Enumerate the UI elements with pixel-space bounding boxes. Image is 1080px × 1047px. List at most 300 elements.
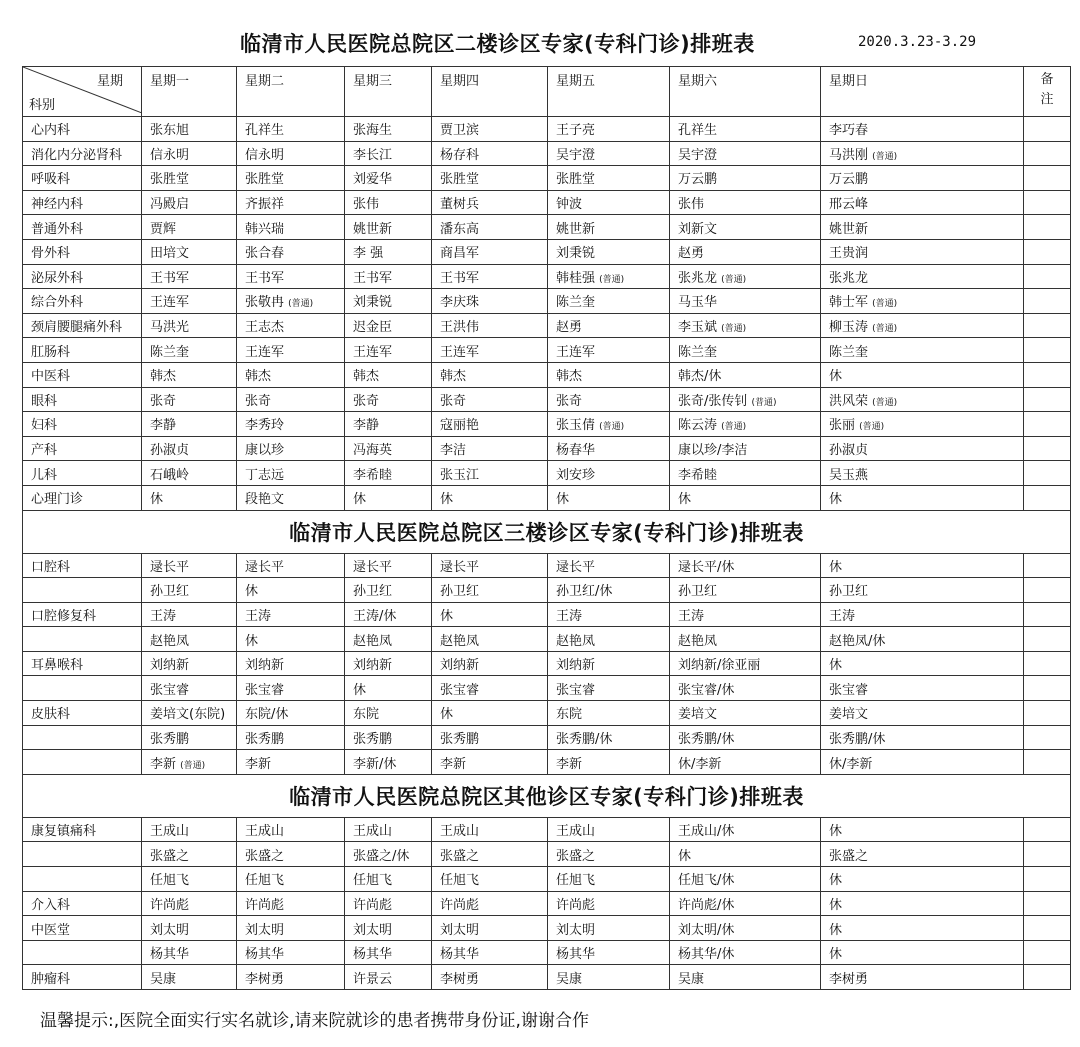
dept-cell	[23, 190, 142, 215]
schedule-cell	[821, 891, 1024, 916]
schedule-cell	[237, 264, 345, 289]
doctor-name: 齐振祥	[245, 197, 285, 213]
schedule-cell	[548, 940, 670, 965]
doctor-name: 王涛	[829, 608, 856, 624]
schedule-cell	[670, 817, 821, 842]
dept-name: 泌尿外科	[31, 270, 84, 286]
dept-cell	[23, 627, 142, 652]
schedule-cell	[142, 578, 237, 603]
dept-name: 肿瘤科	[31, 971, 71, 987]
doctor-name: 休	[829, 897, 843, 913]
doctor-name: 冯海英	[353, 443, 393, 459]
dept-name: 心内科	[31, 123, 71, 139]
schedule-cell	[432, 553, 548, 578]
doctor-name: 赵艳凤/休	[829, 633, 886, 649]
table-row	[23, 166, 1071, 191]
dept-cell	[23, 676, 142, 701]
section-title-text: 临清市人民医院总院区三楼诊区专家(专科门诊)排班表	[289, 520, 804, 545]
schedule-cell	[670, 239, 821, 264]
doctor-name: 王志杰	[245, 320, 285, 336]
table-row	[23, 725, 1071, 750]
doctor-name: 吴宇澄	[678, 147, 718, 163]
schedule-cell	[237, 412, 345, 437]
doctor-name: 孙卫红	[150, 584, 190, 600]
schedule-cell	[345, 553, 432, 578]
remark-cell	[1024, 289, 1071, 314]
section-title	[23, 774, 1071, 817]
day-header-text: 星期五	[556, 74, 596, 89]
doctor-name: 韩杰	[245, 369, 272, 385]
remark-cell	[1024, 436, 1071, 461]
schedule-cell	[142, 867, 237, 892]
doctor-name: 张胜堂	[150, 172, 190, 188]
doctor-name: 许尚彪	[245, 897, 285, 913]
schedule-cell	[821, 338, 1024, 363]
dept-cell	[23, 965, 142, 990]
schedule-cell	[821, 817, 1024, 842]
schedule-cell	[237, 676, 345, 701]
schedule-cell	[821, 166, 1024, 191]
doctor-name: 孙淑贞	[829, 443, 869, 459]
remark-cell	[1024, 940, 1071, 965]
schedule-cell	[142, 916, 237, 941]
doctor-name: 张盛之	[440, 848, 480, 864]
schedule-cell	[432, 117, 548, 142]
schedule-cell	[237, 701, 345, 726]
doctor-name: 潘东高	[440, 221, 480, 237]
doctor-name: 李巧春	[829, 123, 869, 139]
schedule-cell	[237, 965, 345, 990]
dept-cell	[23, 701, 142, 726]
table-row	[23, 436, 1071, 461]
doctor-name: 张宝睿/休	[678, 682, 735, 698]
dept-cell	[23, 436, 142, 461]
doctor-name: 刘纳新	[556, 658, 596, 674]
doctor-name: 冯殿启	[150, 197, 190, 213]
doctor-name: 李静	[353, 418, 380, 434]
doctor-name: 田培文	[150, 246, 190, 262]
doctor-name: 张秀鹏	[440, 731, 480, 747]
schedule-cell	[345, 725, 432, 750]
schedule-cell	[432, 817, 548, 842]
schedule-cell	[237, 190, 345, 215]
dept-cell	[23, 313, 142, 338]
schedule-cell	[432, 289, 548, 314]
schedule-cell	[548, 338, 670, 363]
doctor-name: 许尚彪	[353, 897, 393, 913]
doctor-name: 刘太明	[556, 922, 596, 938]
dept-name: 口腔科	[31, 559, 71, 575]
table-row	[23, 817, 1071, 842]
dept-cell	[23, 842, 142, 867]
doctor-name: 孙卫红/休	[556, 584, 613, 600]
doctor-name: 张秀鹏	[353, 731, 393, 747]
doctor-name: 许尚彪	[150, 897, 190, 913]
schedule-cell	[821, 485, 1024, 510]
schedule-cell	[670, 215, 821, 240]
schedule-cell	[548, 602, 670, 627]
schedule-cell	[345, 965, 432, 990]
schedule-cell	[821, 553, 1024, 578]
dept-cell	[23, 461, 142, 486]
doctor-name: 刘纳新/徐亚丽	[678, 658, 761, 674]
doctor-name: 杨春华	[556, 443, 596, 459]
schedule-cell	[345, 412, 432, 437]
schedule-cell	[345, 190, 432, 215]
doctor-name: 王成山	[353, 824, 393, 840]
doctor-name: 孔祥生	[678, 123, 718, 139]
dept-name: 中医科	[31, 369, 71, 385]
doctor-name: 王成山	[150, 824, 190, 840]
doctor-name: 许尚彪	[440, 897, 480, 913]
schedule-cell	[670, 891, 821, 916]
doctor-name: 张奇	[353, 393, 380, 409]
corner-dept-label: 科别	[29, 98, 56, 113]
schedule-cell	[670, 264, 821, 289]
schedule-cell	[237, 578, 345, 603]
corner-week-label: 星期	[96, 74, 123, 89]
schedule-cell	[237, 940, 345, 965]
doctor-name: 张秀鹏	[150, 731, 190, 747]
schedule-cell	[670, 867, 821, 892]
doctor-name: 逯长平	[353, 559, 393, 575]
section-title	[23, 510, 1071, 553]
schedule-cell	[432, 891, 548, 916]
schedule-cell	[821, 651, 1024, 676]
doctor-name: 张宝睿	[829, 682, 869, 698]
page-title: 临清市人民医院总院区二楼诊区专家(专科门诊)排班表	[240, 32, 755, 56]
table-row	[23, 602, 1071, 627]
remark-cell	[1024, 891, 1071, 916]
schedule-cell	[237, 602, 345, 627]
schedule-cell	[142, 940, 237, 965]
doctor-name: 休	[678, 848, 692, 864]
schedule-cell	[432, 264, 548, 289]
doctor-name: 孙淑贞	[150, 443, 190, 459]
schedule-cell	[432, 313, 548, 338]
doctor-name: 赵艳凤	[556, 633, 596, 649]
doctor-name: 休	[245, 584, 259, 600]
schedule-table	[22, 66, 1071, 990]
table-row	[23, 553, 1071, 578]
schedule-cell	[548, 239, 670, 264]
table-row	[23, 387, 1071, 412]
schedule-cell	[142, 461, 237, 486]
doctor-name: 休	[829, 824, 843, 840]
dept-name: 骨外科	[31, 246, 71, 262]
putong-note: (普通)	[859, 422, 885, 433]
schedule-cell	[821, 676, 1024, 701]
schedule-cell	[670, 289, 821, 314]
schedule-cell	[237, 289, 345, 314]
doctor-name: 姜培文	[678, 707, 718, 723]
table-row	[23, 867, 1071, 892]
doctor-name: 董树兵	[440, 197, 480, 213]
doctor-name: 刘纳新	[150, 658, 190, 674]
schedule-cell	[345, 867, 432, 892]
dept-name: 神经内科	[31, 197, 84, 213]
schedule-cell	[345, 239, 432, 264]
dept-name: 介入科	[31, 897, 71, 913]
doctor-name: 许尚彪	[556, 897, 596, 913]
table-header-row	[23, 67, 1071, 117]
schedule-cell	[237, 553, 345, 578]
doctor-name: 柳玉涛	[829, 320, 869, 336]
schedule-cell	[821, 842, 1024, 867]
doctor-name: 东院	[556, 707, 583, 723]
remark-cell	[1024, 362, 1071, 387]
dept-name: 皮肤科	[31, 707, 71, 723]
schedule-cell	[670, 940, 821, 965]
doctor-name: 刘太明/休	[678, 922, 735, 938]
schedule-cell	[237, 817, 345, 842]
doctor-name: 许尚彪/休	[678, 897, 735, 913]
doctor-name: 王涛	[150, 608, 177, 624]
day-header	[345, 67, 432, 117]
remark-cell	[1024, 117, 1071, 142]
schedule-cell	[432, 239, 548, 264]
schedule-cell	[432, 602, 548, 627]
remark-cell	[1024, 916, 1071, 941]
dept-cell	[23, 387, 142, 412]
schedule-cell	[821, 578, 1024, 603]
schedule-cell	[548, 676, 670, 701]
remark-cell	[1024, 867, 1071, 892]
doctor-name: 张秀鹏/休	[829, 731, 886, 747]
doctor-name: 休	[829, 559, 843, 575]
schedule-cell	[670, 676, 821, 701]
remark-cell	[1024, 239, 1071, 264]
schedule-cell	[821, 313, 1024, 338]
schedule-cell	[237, 891, 345, 916]
schedule-cell	[670, 117, 821, 142]
dept-cell	[23, 141, 142, 166]
schedule-cell	[548, 965, 670, 990]
schedule-cell	[548, 190, 670, 215]
schedule-cell	[142, 817, 237, 842]
doctor-name: 段艳文	[245, 492, 285, 508]
doctor-name: 韩杰	[440, 369, 467, 385]
date-range: 2020.3.23-3.29	[858, 34, 977, 50]
doctor-name: 许景云	[353, 971, 393, 987]
doctor-name: 韩士军	[829, 295, 869, 311]
doctor-name: 姜培文(东院)	[150, 707, 226, 723]
schedule-cell	[670, 485, 821, 510]
schedule-cell	[345, 387, 432, 412]
table-row	[23, 190, 1071, 215]
schedule-cell	[142, 676, 237, 701]
doctor-name: 张秀鹏	[245, 731, 285, 747]
dept-cell	[23, 916, 142, 941]
dept-name: 儿科	[31, 467, 58, 483]
doctor-name: 吴康	[150, 971, 177, 987]
schedule-cell	[432, 436, 548, 461]
schedule-cell	[237, 651, 345, 676]
dept-name: 肛肠科	[31, 344, 71, 360]
header-row	[0, 28, 1080, 62]
doctor-name: 刘纳新	[440, 658, 480, 674]
doctor-name: 李 强	[353, 246, 384, 262]
putong-note: (普通)	[721, 422, 747, 433]
doctor-name: 逯长平	[150, 559, 190, 575]
schedule-cell	[821, 117, 1024, 142]
schedule-cell	[432, 750, 548, 775]
footer-tip: 温馨提示:,医院全面实行实名就诊,请来院就诊的患者携带身份证,谢谢合作	[40, 1011, 589, 1031]
doctor-name: 孙卫红	[353, 584, 393, 600]
doctor-name: 休	[440, 608, 454, 624]
doctor-name: 马洪光	[150, 320, 190, 336]
doctor-name: 康以珍	[245, 443, 285, 459]
schedule-cell	[821, 867, 1024, 892]
doctor-name: 赵艳凤	[353, 633, 393, 649]
schedule-cell	[142, 651, 237, 676]
table-row	[23, 362, 1071, 387]
dept-cell	[23, 725, 142, 750]
doctor-name: 丁志远	[245, 467, 285, 483]
doctor-name: 逯长平	[556, 559, 596, 575]
remark-cell	[1024, 387, 1071, 412]
table-row	[23, 965, 1071, 990]
doctor-name: 刘爱华	[353, 172, 393, 188]
doctor-name: 张胜堂	[245, 172, 285, 188]
schedule-cell	[432, 842, 548, 867]
day-header	[821, 67, 1024, 117]
dept-cell	[23, 289, 142, 314]
doctor-name: 张海生	[353, 123, 393, 139]
schedule-cell	[142, 750, 237, 775]
doctor-name: 张宝睿	[440, 682, 480, 698]
schedule-cell	[345, 338, 432, 363]
putong-note: (普通)	[721, 324, 747, 335]
remark-cell	[1024, 676, 1071, 701]
table-row	[23, 141, 1071, 166]
schedule-cell	[345, 313, 432, 338]
schedule-cell	[432, 485, 548, 510]
doctor-name: 王洪伟	[440, 320, 480, 336]
schedule-cell	[670, 387, 821, 412]
schedule-cell	[821, 412, 1024, 437]
doctor-name: 李新	[440, 756, 467, 772]
doctor-name: 张宝睿	[556, 682, 596, 698]
schedule-cell	[142, 412, 237, 437]
doctor-name: 逯长平	[440, 559, 480, 575]
doctor-name: 王书军	[245, 270, 285, 286]
table-row	[23, 940, 1071, 965]
doctor-name: 陈兰奎	[829, 344, 869, 360]
remark-cell	[1024, 725, 1071, 750]
doctor-name: 刘太明	[150, 922, 190, 938]
dept-cell	[23, 578, 142, 603]
doctor-name: 张玉江	[440, 467, 480, 483]
schedule-cell	[432, 651, 548, 676]
doctor-name: 李新	[556, 756, 583, 772]
schedule-cell	[821, 387, 1024, 412]
doctor-name: 王涛	[678, 608, 705, 624]
schedule-cell	[237, 362, 345, 387]
schedule-cell	[345, 817, 432, 842]
doctor-name: 张奇	[150, 393, 177, 409]
doctor-name: 张伟	[353, 197, 380, 213]
dept-name: 产科	[31, 443, 58, 459]
doctor-name: 赵艳凤	[678, 633, 718, 649]
doctor-name: 杨其华	[440, 947, 480, 963]
table-row	[23, 215, 1071, 240]
doctor-name: 张兆龙	[829, 270, 869, 286]
table-row	[23, 264, 1071, 289]
remark-cell	[1024, 627, 1071, 652]
schedule-cell	[142, 725, 237, 750]
doctor-name: 张胜堂	[556, 172, 596, 188]
schedule-cell	[432, 627, 548, 652]
schedule-cell	[821, 362, 1024, 387]
day-header-text: 星期六	[678, 74, 718, 89]
doctor-name: 李秀玲	[245, 418, 285, 434]
schedule-cell	[237, 215, 345, 240]
schedule-cell	[142, 264, 237, 289]
schedule-cell	[548, 725, 670, 750]
schedule-cell	[821, 215, 1024, 240]
schedule-cell	[670, 965, 821, 990]
doctor-name: 张宝睿	[150, 682, 190, 698]
doctor-name: 休	[678, 492, 692, 508]
doctor-name: 韩杰	[353, 369, 380, 385]
schedule-cell	[432, 965, 548, 990]
doctor-name: 寇丽艳	[440, 418, 480, 434]
schedule-cell	[432, 916, 548, 941]
doctor-name: 李希睦	[678, 467, 718, 483]
dept-cell	[23, 891, 142, 916]
dept-cell	[23, 940, 142, 965]
doctor-name: 康以珍/李洁	[678, 443, 748, 459]
schedule-cell	[670, 141, 821, 166]
dept-cell	[23, 239, 142, 264]
schedule-cell	[345, 651, 432, 676]
table-row	[23, 750, 1071, 775]
day-header	[432, 67, 548, 117]
schedule-cell	[345, 289, 432, 314]
table-row	[23, 701, 1071, 726]
doctor-name: 李新	[245, 756, 272, 772]
schedule-cell	[432, 701, 548, 726]
doctor-name: 孙卫红	[440, 584, 480, 600]
schedule-cell	[142, 117, 237, 142]
doctor-name: 杨其华	[353, 947, 393, 963]
doctor-name: 信永明	[245, 147, 285, 163]
schedule-cell	[670, 725, 821, 750]
schedule-cell	[821, 602, 1024, 627]
doctor-name: 王成山	[245, 824, 285, 840]
putong-note: (普通)	[751, 397, 777, 408]
doctor-name: 王贵润	[829, 246, 869, 262]
table-row	[23, 239, 1071, 264]
dept-name: 消化内分泌肾科	[31, 147, 123, 163]
doctor-name: 姚世新	[829, 221, 869, 237]
doctor-name: 姚世新	[353, 221, 393, 237]
schedule-cell	[548, 891, 670, 916]
dept-name: 普通外科	[31, 221, 84, 237]
schedule-cell	[670, 750, 821, 775]
table-row	[23, 412, 1071, 437]
schedule-cell	[670, 627, 821, 652]
schedule-cell	[548, 701, 670, 726]
schedule-cell	[345, 362, 432, 387]
table-row	[23, 338, 1071, 363]
schedule-cell	[237, 313, 345, 338]
table-row	[23, 313, 1071, 338]
dept-cell	[23, 362, 142, 387]
remark-cell	[1024, 553, 1071, 578]
doctor-name: 任旭飞	[245, 873, 285, 889]
